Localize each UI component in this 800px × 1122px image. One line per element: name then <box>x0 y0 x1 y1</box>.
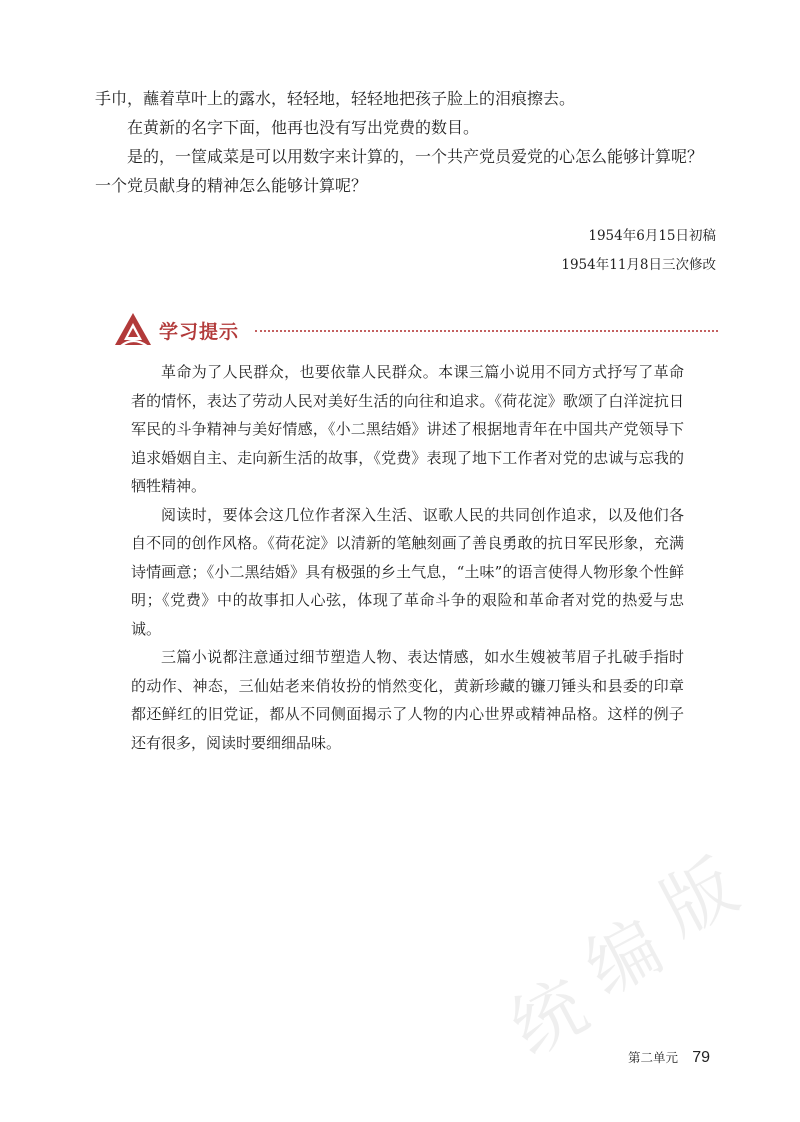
tips-paragraph-1: 革命为了人民群众，也要依靠人民群众。本课三篇小说用不同方式抒写了革命者的情怀，表达了劳动人民对美好生活的向往和追求。《荷花淀》歌颂了白洋淀抗日军民的斗争精神与美好情感，《小二黑结婚》讲述了根据地青年在中国共产党领导下追求婚姻自主、走向新生活的故事，《党费》表现了地下工作者对党的忠诚与忘我的牺牲精神。 <box>131 363 684 495</box>
learning-tips-icon <box>113 310 153 350</box>
story-line-1: 手巾，蘸着草叶上的露水，轻轻地，轻轻地把孩子脸上的泪痕擦去。 <box>95 89 576 108</box>
learning-tips-body <box>131 358 684 757</box>
watermark-char-2: 编 <box>572 903 676 1012</box>
revision-date: 1954年11月8日三次修改 <box>561 257 716 273</box>
unit-label: 第二单元 <box>628 1050 679 1065</box>
writing-dates <box>561 222 716 280</box>
tips-paragraph-2: 阅读时，要体会这几位作者深入生活、讴歌人民的共同创作追求，以及他们各自不同的创作风格。《荷花淀》以清新的笔触刻画了善良勇敢的抗日军民形象，充满诗情画意；《小二黑结婚》具有极强的乡土气息，“土味”的语言使得人物形象个性鲜明；《党费》中的故事扣人心弦，体现了革命斗争的艰险和革命者对党的热爱与忠诚。 <box>131 505 684 638</box>
watermark-char-1: 统 <box>497 963 601 1072</box>
dotted-divider <box>255 330 718 332</box>
story-ending <box>95 84 715 200</box>
draft-date: 1954年6月15日初稿 <box>588 228 716 244</box>
page-number: 79 <box>692 1049 710 1066</box>
learning-tips-title: 学习提示 <box>159 321 240 343</box>
learning-tips-header <box>113 310 718 350</box>
watermark-char-3: 版 <box>647 843 751 952</box>
tips-paragraph-3: 三篇小说都注意通过细节塑造人物、表达情感，如水生嫂被苇眉子扎破手指时的动作、神态，三仙姑老来俏妆扮的悄然变化，黄新珍藏的镰刀锤头和县委的印章都还鲜红的旧党证，都从不同侧面揭示了人物的内心世界或精神品格。这样的例子还有很多，阅读时要细细品味。 <box>131 648 684 752</box>
page-footer <box>628 1048 710 1067</box>
watermark <box>490 830 751 1072</box>
story-paragraph-3: 是的，一筐咸菜是可以用数字来计算的，一个共产党员爱党的心怎么能够计算呢？一个党员献身的精神怎么能够计算呢？ <box>95 147 704 195</box>
story-paragraph-2: 在黄新的名字下面，他再也没有写出党费的数目。 <box>127 118 480 137</box>
